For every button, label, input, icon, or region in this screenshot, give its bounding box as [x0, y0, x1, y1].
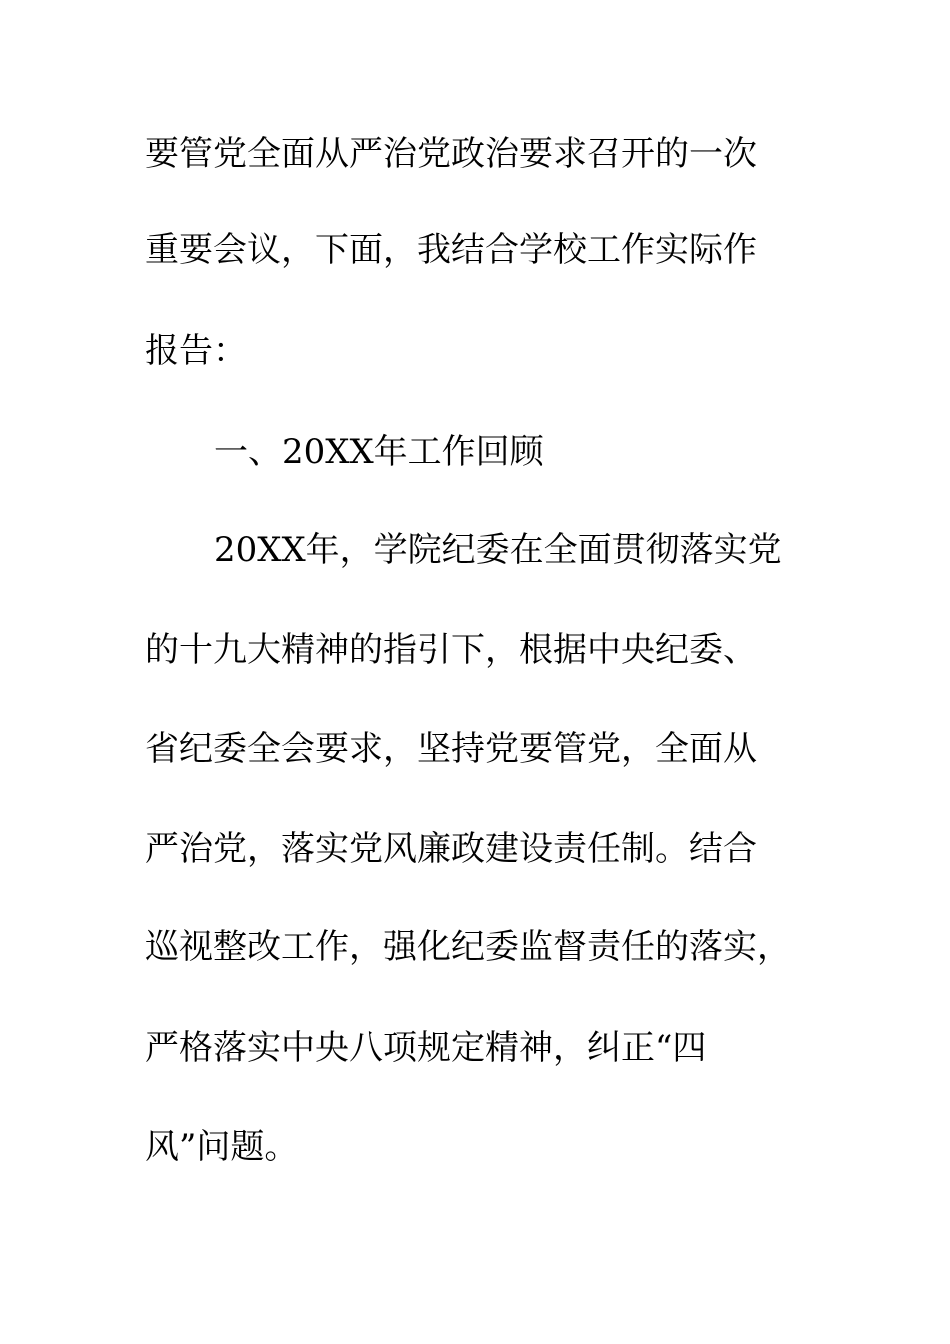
paragraph-line: 20XX年，学院纪委在全面贯彻落实党: [214, 530, 782, 570]
paragraph-line: 风”问题。: [145, 1127, 299, 1167]
paragraph-line: 的十九大精神的指引下，根据中央纪委、: [145, 630, 757, 670]
paragraph-line: 要管党全面从严治党政治要求召开的一次: [145, 134, 757, 174]
paragraph-line: 重要会议，下面，我结合学校工作实际作: [145, 230, 757, 270]
paragraph-line: 报告：: [145, 331, 247, 371]
paragraph-line: 严治党，落实党风廉政建设责任制。结合: [145, 829, 757, 869]
paragraph-line: 严格落实中央八项规定精神，纠正“四: [145, 1028, 707, 1068]
paragraph-line: 巡视整改工作，强化纪委监督责任的落实，: [145, 927, 791, 967]
paragraph-line: 省纪委全会要求，坚持党要管党，全面从: [145, 729, 757, 769]
section-heading: 一、20XX年工作回顾: [214, 432, 544, 472]
